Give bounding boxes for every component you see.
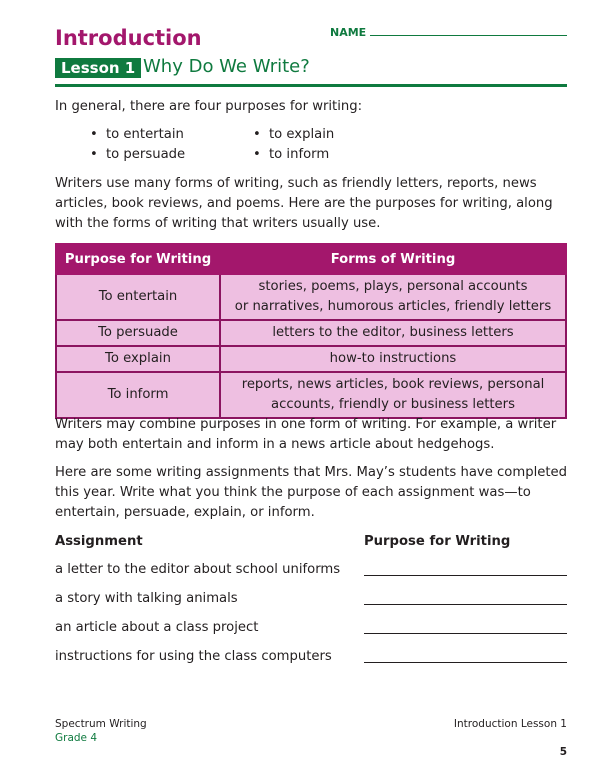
purposes-table — [55, 243, 567, 419]
table-row — [56, 274, 566, 320]
table-row — [56, 320, 566, 346]
assignment-item: a story with talking animals — [55, 591, 238, 606]
lesson-badge: Lesson 1 — [55, 58, 141, 78]
purpose-bullet: • to inform — [253, 147, 330, 162]
forms-cell: stories, poems, plays, personal accounts or narratives, humorous articles, friendly letters — [220, 274, 566, 320]
purpose-cell: To inform — [56, 372, 220, 418]
lesson-title: Why Do We Write? — [143, 56, 310, 77]
purpose-cell: To entertain — [56, 274, 220, 320]
footer-section: Introduction Lesson 1 — [453, 718, 567, 730]
purpose-column-heading: Purpose for Writing — [364, 534, 511, 549]
page-title: Introduction — [55, 26, 202, 50]
name-label: NAME — [330, 26, 367, 39]
intro-lead: In general, there are four purposes for writing: — [55, 99, 363, 114]
header-divider — [55, 84, 567, 87]
purpose-bullet: • to entertain — [90, 127, 184, 142]
table-row — [56, 372, 566, 418]
assignment-item: instructions for using the class computers — [55, 649, 332, 664]
assignment-item: a letter to the editor about school uniforms — [55, 562, 341, 577]
assignments-paragraph: Here are some writing assignments that Mrs. May’s students have completed this year. Write what you think the purpose of each assignment was—to entertain, persuade, explain, or inform. — [55, 465, 568, 520]
answer-line[interactable] — [364, 633, 567, 634]
answer-line[interactable] — [364, 575, 567, 576]
name-field[interactable] — [370, 35, 567, 36]
purpose-cell: To persuade — [56, 320, 220, 346]
assignment-item: an article about a class project — [55, 620, 259, 635]
forms-cell: reports, news articles, book reviews, personal accounts, friendly or business letters — [220, 372, 566, 418]
table-header-forms: Forms of Writing — [220, 244, 566, 274]
forms-cell: how-to instructions — [220, 346, 566, 372]
forms-cell: letters to the editor, business letters — [220, 320, 566, 346]
footer-book: Spectrum Writing — [55, 718, 147, 730]
combine-paragraph: Writers may combine purposes in one form of writing. For example, a writer may both entertain and inform in a news article about hedgehogs. — [55, 417, 557, 452]
assignment-column-heading: Assignment — [55, 534, 143, 549]
page-number: 5 — [559, 746, 567, 758]
purpose-cell: To explain — [56, 346, 220, 372]
answer-line[interactable] — [364, 662, 567, 663]
table-header-purpose: Purpose for Writing — [56, 244, 220, 274]
footer-grade: Grade 4 — [55, 732, 98, 744]
table-row — [56, 346, 566, 372]
purpose-bullet: • to persuade — [90, 147, 186, 162]
forms-paragraph: Writers use many forms of writing, such as friendly letters, reports, news articles, book reviews, and poems. Here are the purposes for writing, along with the forms of writing that writers usually use. — [55, 176, 553, 231]
purpose-bullet: • to explain — [253, 127, 335, 142]
answer-line[interactable] — [364, 604, 567, 605]
